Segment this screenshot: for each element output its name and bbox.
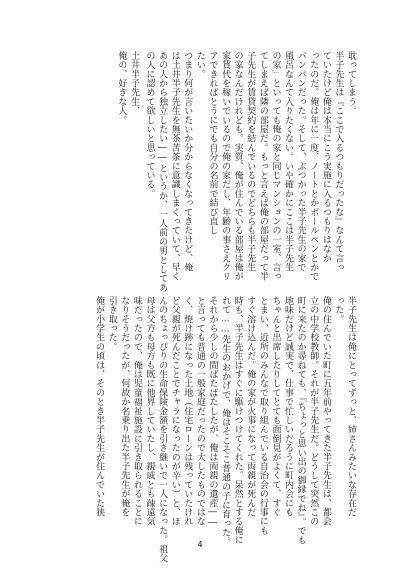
text-line: 味だったので、俺は児童福祉施設に引き取られることに	[131, 296, 142, 526]
text-line: く、焼け跡になった土地（住宅ローンは残っていたけれ	[182, 296, 193, 526]
text-line: ったのだ。俺は年に一度、ノートとかボールペンとかで	[308, 51, 319, 281]
text-line: の家なんだけれども。実質、俺が住んでいる部屋は俺が	[232, 51, 243, 281]
text-line: 風呂なんて入りたくない。いや確かにここは半子先生	[283, 51, 294, 272]
text-line: ちゃんと出席したりしてとても面倒見がよくて、すぐ	[270, 296, 281, 517]
text-line: と言っても普通の一般家庭だったので大したものではな	[194, 296, 205, 526]
text-line: 時も、半子先生はすぐに駆けつけてくれた。呆然とする俺に	[232, 296, 243, 545]
text-line: 半子先生は俺にとってずっと、姉さんみたいな存在だ	[346, 296, 356, 517]
text-line: 俺の住んでいた町に五年前やってきた半子先生は、都会	[320, 296, 331, 526]
text-line: 町に来たのか尋ねても、『ちょっと思い出の御縁でね』。でも	[295, 296, 306, 545]
text-line: たい。	[194, 51, 205, 79]
text-line: は土井半子先生を無茶苦茶に意識しまくっていて、早く	[169, 51, 180, 281]
text-line: 半子先生は『ここで入るつもりだったな』なんて言っ	[333, 51, 344, 272]
text-line: とまい、近所のみんなで取り組んでいる自治会の行事にも	[257, 296, 268, 536]
text-line: 母は父方も母方も既に他界していたし、親戚とも疎遠気	[144, 296, 155, 526]
text-line: 耽ってしまう。	[346, 51, 356, 116]
text-line: 子先生が賃貸契約を結んでいるのでどちらも半子先生	[245, 51, 256, 272]
text-line: 家賃代を稼いでいるので俺の家だし、年齢の事さえクリ	[220, 51, 231, 281]
text-line: ていたけど俺は本当にこう実施に入るつもりはなか	[320, 51, 331, 263]
text-line: ど父親が死んだことでチャラになったのが辛い）と、ほ	[169, 296, 180, 526]
text-line: つまり何が言いたいか分からなくなってきたけど、俺	[182, 51, 193, 272]
text-line: 俺が小学生の頃は、そのとき半子先生が住んでいた狭	[94, 296, 105, 517]
text-line: パンパンだった。そして、ぶつかった半子先生の家で	[295, 51, 306, 272]
text-line: アできればとうにでも自分の名前で結び直し	[207, 51, 218, 235]
upper-text-block	[143, 51, 357, 293]
letter-line: 俺の、好きな人。	[116, 51, 127, 125]
text-line: なりそうだったが、何故か名乗り出た半子先生が俺を	[119, 296, 130, 517]
text-line: あの人から独立したい――というか、一人前の男としてあ	[157, 51, 168, 293]
text-line: それから少しの間ばたばたしたが、俺は両親の遺産――	[207, 296, 218, 528]
text-line: った。	[333, 296, 344, 324]
text-line: れて……先生のおかげで、俺はそこそこ普通の子に育った。	[220, 296, 231, 547]
text-line: 地味だけど誠実で、仕事で忙しいだろうに町内会にも	[283, 296, 294, 517]
lower-text-block	[93, 296, 357, 563]
page-number: 4	[197, 540, 203, 549]
letter-line: 土井半子先生、	[129, 51, 139, 116]
text-line: んのちょっぴりの生命保険金額を引き継いで一人になった。祖父	[157, 296, 168, 563]
text-line: すぐ溶け込んだ。俺の家が火事になって両親が死んだ	[245, 296, 256, 517]
text-line: てしまえば隣の部屋だ。もっと言えば俺の部屋だって半	[257, 51, 268, 281]
text-line: の人に認めて欲しいと思っている。	[144, 51, 155, 199]
text-line: 引き取った。	[106, 296, 117, 352]
text-line: の家」といっても俺の家と同じマンションの一室、言っ	[270, 51, 281, 281]
letter-block	[115, 51, 140, 273]
text-line: 立の中学校教師。それが半子先生だ。どうして突然この	[308, 296, 319, 526]
